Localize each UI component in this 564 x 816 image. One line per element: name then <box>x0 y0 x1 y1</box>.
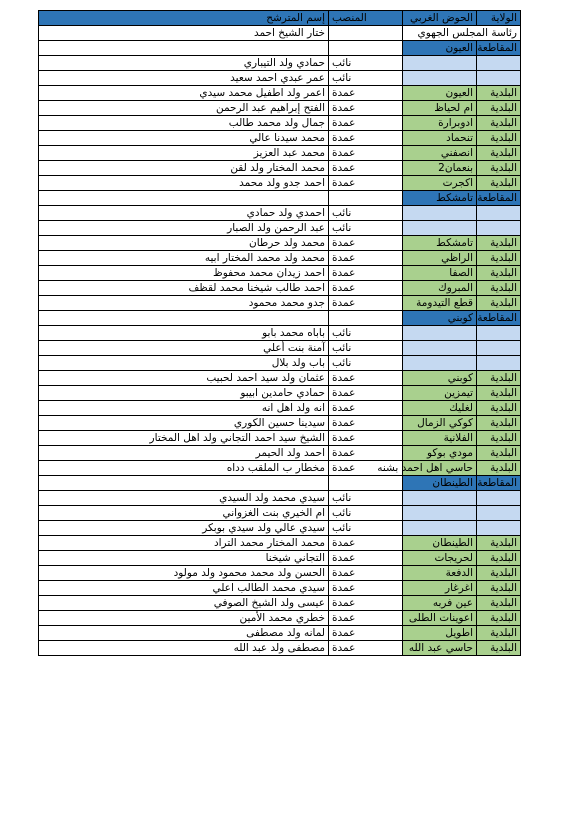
cell-area-name[interactable]: انصفني <box>403 146 477 161</box>
cell-position[interactable]: عمدة <box>329 461 403 476</box>
cell-candidate-name[interactable] <box>39 476 329 491</box>
cell-candidate-name[interactable]: آمنة بنت أعلي <box>39 341 329 356</box>
table-row <box>39 161 521 176</box>
cell-candidate-name[interactable]: احمدي ولد حمادي <box>39 206 329 221</box>
table-row <box>39 431 521 446</box>
cell-position[interactable]: عمدة <box>329 281 403 296</box>
cell-area-name[interactable]: كوكي الزمال <box>403 416 477 431</box>
header-position[interactable]: المنصب <box>329 11 403 26</box>
cell-district-label[interactable]: البلدية <box>477 176 521 191</box>
cell-area-name[interactable]: العيون <box>403 41 477 56</box>
cell-area-name[interactable] <box>403 221 477 236</box>
cell-district-label[interactable]: البلدية <box>477 401 521 416</box>
cell-position[interactable] <box>329 311 403 326</box>
cell-candidate-name[interactable]: باب ولد بلال <box>39 356 329 371</box>
candidates-table <box>38 10 521 656</box>
cell-area-name[interactable]: عين فربه <box>403 596 477 611</box>
table-row <box>39 146 521 161</box>
cell-district-label[interactable]: البلدية <box>477 386 521 401</box>
header-row <box>39 11 521 26</box>
cell-area-name[interactable]: الطينطان <box>403 536 477 551</box>
cell-position[interactable]: عمدة <box>329 611 403 626</box>
cell-area-name[interactable]: قطع التيدومة <box>403 296 477 311</box>
cell-area-name[interactable]: تيمزين <box>403 386 477 401</box>
table-row <box>39 626 521 641</box>
cell-district-label[interactable]: المقاطعة <box>477 41 521 56</box>
cell-district-label[interactable]: البلدية <box>477 596 521 611</box>
cell-candidate-name[interactable]: عيسى ولد الشيخ الصوفي <box>39 596 329 611</box>
cell-candidate-name[interactable]: محمد ولد حرطان <box>39 236 329 251</box>
cell-district-label[interactable]: البلدية <box>477 266 521 281</box>
table-row <box>39 101 521 116</box>
cell-district-label[interactable]: البلدية <box>477 296 521 311</box>
cell-area-name[interactable] <box>403 491 477 506</box>
cell-candidate-name[interactable]: مخطار ب الملقب دداه <box>39 461 329 476</box>
cell-area-name[interactable]: ادوبرارة <box>403 116 477 131</box>
cell-candidate-name[interactable]: لمانه ولد مصطفى <box>39 626 329 641</box>
cell-candidate-name[interactable]: محمد المختار محمد التراد <box>39 536 329 551</box>
cell-district-label[interactable]: البلدية <box>477 551 521 566</box>
cell-area-name[interactable]: كوبني <box>403 311 477 326</box>
cell-district-label[interactable]: البلدية <box>477 641 521 656</box>
table-row <box>39 581 521 596</box>
cell-position[interactable] <box>329 191 403 206</box>
cell-district-label[interactable]: البلدية <box>477 581 521 596</box>
cell-area-name[interactable]: اطويل <box>403 626 477 641</box>
table-body <box>39 26 521 656</box>
cell-candidate-name[interactable]: جمال ولد محمد طالب <box>39 116 329 131</box>
cell-area-name[interactable]: العيون <box>403 86 477 101</box>
cell-area-name[interactable]: تامشكط <box>403 191 477 206</box>
cell-position[interactable]: عمدة <box>329 401 403 416</box>
cell-district-label[interactable]: البلدية <box>477 101 521 116</box>
table-row <box>39 266 521 281</box>
table-row <box>39 326 521 341</box>
table-row <box>39 86 521 101</box>
cell-district-label[interactable] <box>477 71 521 86</box>
cell-candidate-name[interactable]: محمد المختار ولد لقن <box>39 161 329 176</box>
table-row <box>39 401 521 416</box>
cell-candidate-name[interactable]: احمد طالب شيخنا محمد لقظف <box>39 281 329 296</box>
table-row <box>39 371 521 386</box>
cell-position[interactable]: عمدة <box>329 146 403 161</box>
cell-district-label[interactable]: البلدية <box>477 236 521 251</box>
cell-district-label[interactable] <box>477 221 521 236</box>
cell-position[interactable]: عمدة <box>329 386 403 401</box>
table-row <box>39 536 521 551</box>
cell-area-name[interactable] <box>403 56 477 71</box>
cell-district-label[interactable] <box>477 341 521 356</box>
cell-area-name[interactable]: الطينطان <box>403 476 477 491</box>
table-row <box>39 131 521 146</box>
cell-district-label[interactable]: البلدية <box>477 161 521 176</box>
table-row <box>39 221 521 236</box>
cell-position[interactable]: عمدة <box>329 236 403 251</box>
cell-area-name[interactable] <box>403 326 477 341</box>
cell-position[interactable]: عمدة <box>329 641 403 656</box>
cell-position[interactable]: عمدة <box>329 161 403 176</box>
table-row <box>39 281 521 296</box>
cell-candidate-name[interactable]: الحسن ولد محمد محمود ولد مولود <box>39 566 329 581</box>
cell-district-label[interactable] <box>477 356 521 371</box>
cell-area-name[interactable]: حاسي اهل احمد بشنه <box>403 461 477 476</box>
cell-district-label[interactable]: البلدية <box>477 146 521 161</box>
table-row <box>39 356 521 371</box>
cell-candidate-name[interactable]: الفتح إبراهيم عبد الرحمن <box>39 101 329 116</box>
cell-position[interactable]: نائب <box>329 506 403 521</box>
cell-area-name[interactable]: كوبني <box>403 371 477 386</box>
cell-area-name[interactable]: الراظي <box>403 251 477 266</box>
cell-district-label[interactable] <box>477 56 521 71</box>
cell-area-name[interactable]: تامشكط <box>403 236 477 251</box>
cell-district-label[interactable] <box>477 326 521 341</box>
table-row <box>39 551 521 566</box>
cell-position[interactable]: عمدة <box>329 536 403 551</box>
table-row <box>39 56 521 71</box>
cell-position[interactable]: نائب <box>329 491 403 506</box>
cell-position[interactable]: نائب <box>329 341 403 356</box>
cell-area-name[interactable]: اكجرت <box>403 176 477 191</box>
table-row <box>39 521 521 536</box>
cell-district-label[interactable]: المقاطعة <box>477 191 521 206</box>
cell-position[interactable]: عمدة <box>329 581 403 596</box>
cell-district-label[interactable]: المقاطعة <box>477 476 521 491</box>
cell-candidate-name[interactable]: سيدي محمد ولد السيدي <box>39 491 329 506</box>
cell-area-name[interactable]: الدفعة <box>403 566 477 581</box>
table-row <box>39 386 521 401</box>
cell-candidate-name[interactable]: ختار الشيخ احمد <box>39 26 329 41</box>
cell-area-name[interactable]: ام لحياظ <box>403 101 477 116</box>
cell-candidate-name[interactable]: الشيخ سيد احمد التجاني ولد اهل المختار <box>39 431 329 446</box>
table-row <box>39 416 521 431</box>
cell-candidate-name[interactable]: احمد ولد الحيمر <box>39 446 329 461</box>
cell-position[interactable]: عمدة <box>329 266 403 281</box>
table-row <box>39 491 521 506</box>
cell-district-label[interactable]: البلدية <box>477 131 521 146</box>
cell-candidate-name[interactable]: جدو محمد محمود <box>39 296 329 311</box>
cell-district-label[interactable]: رئاسة المجلس الجهوي <box>403 26 521 41</box>
cell-district-label[interactable]: البلدية <box>477 461 521 476</box>
cell-district-label[interactable]: البلدية <box>477 611 521 626</box>
cell-position[interactable]: نائب <box>329 521 403 536</box>
section-header-row <box>39 191 521 206</box>
table-row <box>39 251 521 266</box>
cell-candidate-name[interactable]: حمادي ولد التيباري <box>39 56 329 71</box>
cell-area-name[interactable]: الفلانية <box>403 431 477 446</box>
cell-candidate-name[interactable]: خطري محمد الأمين <box>39 611 329 626</box>
cell-position[interactable]: عمدة <box>329 551 403 566</box>
cell-candidate-name[interactable] <box>39 311 329 326</box>
table-row <box>39 596 521 611</box>
cell-area-name[interactable]: المبروك <box>403 281 477 296</box>
cell-district-label[interactable]: البلدية <box>477 86 521 101</box>
cell-candidate-name[interactable]: عثمان ولد سيد احمد لحبيب <box>39 371 329 386</box>
cell-candidate-name[interactable]: عبد الرحمن ولد الصبار <box>39 221 329 236</box>
cell-candidate-name[interactable] <box>39 41 329 56</box>
cell-position[interactable] <box>329 41 403 56</box>
header-wilaya[interactable]: الولاية <box>477 11 521 26</box>
cell-district-label[interactable]: البلدية <box>477 431 521 446</box>
cell-position[interactable]: عمدة <box>329 251 403 266</box>
section-header-row <box>39 476 521 491</box>
cell-area-name[interactable]: مودي بوكو <box>403 446 477 461</box>
cell-area-name[interactable] <box>403 506 477 521</box>
table-row <box>39 641 521 656</box>
cell-position[interactable]: نائب <box>329 221 403 236</box>
cell-area-name[interactable]: اغرغار <box>403 581 477 596</box>
table-row <box>39 341 521 356</box>
cell-district-label[interactable]: البلدية <box>477 626 521 641</box>
table-row <box>39 116 521 131</box>
cell-candidate-name[interactable]: باباه محمد بابو <box>39 326 329 341</box>
cell-district-label[interactable]: البلدية <box>477 536 521 551</box>
cell-area-name[interactable]: حاسي عبد الله <box>403 641 477 656</box>
cell-candidate-name[interactable]: عمر عبدي احمد سعيد <box>39 71 329 86</box>
cell-position[interactable]: نائب <box>329 326 403 341</box>
section-header-row <box>39 311 521 326</box>
cell-district-label[interactable] <box>477 521 521 536</box>
cell-district-label[interactable]: البلدية <box>477 566 521 581</box>
cell-position[interactable] <box>329 476 403 491</box>
title-row <box>39 26 521 41</box>
cell-candidate-name[interactable]: التجاني شيخنا <box>39 551 329 566</box>
cell-candidate-name[interactable]: سيدي محمد الطالب اعلي <box>39 581 329 596</box>
cell-district-label[interactable]: البلدية <box>477 281 521 296</box>
cell-area-name[interactable]: تنحماد <box>403 131 477 146</box>
cell-area-name[interactable]: لغليك <box>403 401 477 416</box>
cell-district-label[interactable]: البلدية <box>477 371 521 386</box>
cell-candidate-name[interactable]: سيدينا حسين الكوري <box>39 416 329 431</box>
cell-district-label[interactable]: البلدية <box>477 446 521 461</box>
cell-position[interactable] <box>329 26 403 41</box>
cell-district-label[interactable]: البلدية <box>477 251 521 266</box>
cell-candidate-name[interactable] <box>39 191 329 206</box>
cell-position[interactable]: عمدة <box>329 626 403 641</box>
cell-position[interactable]: نائب <box>329 206 403 221</box>
table-row <box>39 176 521 191</box>
table-row <box>39 566 521 581</box>
cell-position[interactable]: عمدة <box>329 566 403 581</box>
cell-area-name[interactable] <box>403 356 477 371</box>
cell-candidate-name[interactable]: محمد عبد العزيز <box>39 146 329 161</box>
cell-position[interactable]: عمدة <box>329 446 403 461</box>
cell-position[interactable]: عمدة <box>329 86 403 101</box>
header-region[interactable]: الحوض الغربي <box>403 11 477 26</box>
cell-candidate-name[interactable]: احمد جدو ولد محمد <box>39 176 329 191</box>
cell-area-name[interactable]: لحريجات <box>403 551 477 566</box>
cell-area-name[interactable] <box>403 206 477 221</box>
cell-candidate-name[interactable]: اعمر ولد اطفيل محمد سيدي <box>39 86 329 101</box>
cell-candidate-name[interactable]: حمادي حامدين ابيبو <box>39 386 329 401</box>
cell-candidate-name[interactable]: ام الخيري بنت الغزواني <box>39 506 329 521</box>
cell-district-label[interactable]: البلدية <box>477 116 521 131</box>
cell-position[interactable]: نائب <box>329 56 403 71</box>
cell-area-name[interactable]: اعوينات الطلى <box>403 611 477 626</box>
section-header-row <box>39 41 521 56</box>
cell-candidate-name[interactable]: محمد ولد محمد المختار ابيه <box>39 251 329 266</box>
table-row <box>39 461 521 476</box>
cell-position[interactable]: عمدة <box>329 101 403 116</box>
cell-area-name[interactable]: الصفا <box>403 266 477 281</box>
cell-district-label[interactable] <box>477 206 521 221</box>
cell-candidate-name[interactable]: مصطفى ولد عبد الله <box>39 641 329 656</box>
cell-area-name[interactable] <box>403 71 477 86</box>
cell-position[interactable]: عمدة <box>329 296 403 311</box>
cell-candidate-name[interactable]: محمد سيدنا عالي <box>39 131 329 146</box>
cell-position[interactable]: عمدة <box>329 131 403 146</box>
cell-position[interactable]: عمدة <box>329 431 403 446</box>
table-row <box>39 296 521 311</box>
cell-position[interactable]: عمدة <box>329 596 403 611</box>
header-candidate-name[interactable]: إسم المترشح <box>39 11 329 26</box>
cell-candidate-name[interactable]: احمد زيدان محمد محفوظ <box>39 266 329 281</box>
cell-district-label[interactable] <box>477 491 521 506</box>
cell-position[interactable]: عمدة <box>329 176 403 191</box>
cell-area-name[interactable]: بنعمان2 <box>403 161 477 176</box>
table-row <box>39 206 521 221</box>
cell-position[interactable]: نائب <box>329 71 403 86</box>
cell-district-label[interactable] <box>477 506 521 521</box>
cell-area-name[interactable] <box>403 341 477 356</box>
cell-area-name[interactable] <box>403 521 477 536</box>
cell-candidate-name[interactable]: انه ولد اهل انه <box>39 401 329 416</box>
cell-position[interactable]: نائب <box>329 356 403 371</box>
table-row <box>39 236 521 251</box>
table-row <box>39 71 521 86</box>
cell-position[interactable]: عمدة <box>329 371 403 386</box>
table-row <box>39 506 521 521</box>
cell-candidate-name[interactable]: سيدي عالي ولد سيدي بوبكر <box>39 521 329 536</box>
cell-position[interactable]: عمدة <box>329 416 403 431</box>
table-row <box>39 611 521 626</box>
cell-position[interactable]: عمدة <box>329 116 403 131</box>
cell-district-label[interactable]: البلدية <box>477 416 521 431</box>
table-row <box>39 446 521 461</box>
cell-district-label[interactable]: المقاطعة <box>477 311 521 326</box>
